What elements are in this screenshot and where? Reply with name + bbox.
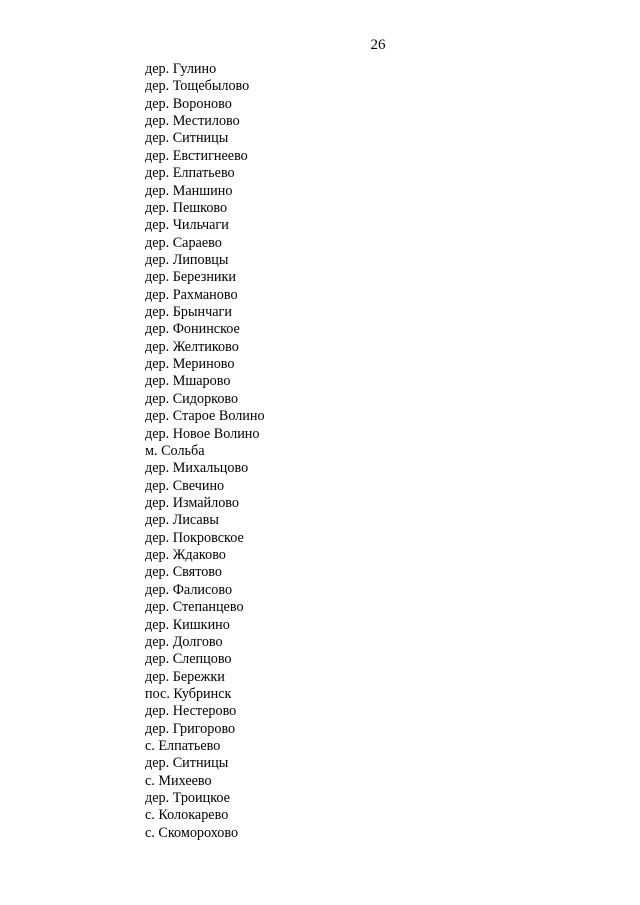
list-item: дер. Рахманово [145, 286, 238, 303]
list-item: с. Михеево [145, 772, 212, 789]
list-item: дер. Местилово [145, 113, 240, 130]
list-item: дер. Измайлово [145, 494, 239, 511]
list-item: дер. Брынчаги [145, 304, 232, 321]
list-item: дер. Кишкино [145, 616, 230, 633]
list-item: дер. Мшарово [145, 373, 231, 390]
list-item: дер. Свечино [145, 477, 225, 494]
list-item: дер. Бережки [145, 668, 225, 685]
page-number: 26 [370, 37, 386, 53]
list-item: дер. Слепцово [145, 651, 232, 668]
list-item: дер. Григорово [145, 720, 236, 737]
list-item: дер. Мериново [145, 356, 235, 373]
list-item: дер. Сараево [145, 234, 222, 251]
list-item: дер. Михальцово [145, 460, 249, 477]
list-item: дер. Желтиково [145, 338, 239, 355]
list-item: дер. Покровское [145, 529, 244, 546]
list-item: м. Сольба [145, 442, 205, 459]
list-item: дер. Сидорково [145, 390, 239, 407]
list-item: дер. Троицкое [145, 790, 230, 807]
list-item: с. Колокарево [145, 807, 229, 824]
list-item: дер. Лисавы [145, 512, 219, 529]
list-item: дер. Гулино [145, 61, 217, 77]
list-item: дер. Фалисово [145, 581, 233, 598]
list-item: дер. Нестерово [145, 703, 237, 720]
list-item: дер. Тощебылово [145, 78, 250, 95]
list-item: дер. Ждаково [145, 547, 226, 564]
list-item: с. Скоморохово [145, 824, 239, 841]
list-item: дер. Евстигнеево [145, 147, 248, 164]
list-item: дер. Чильчаги [145, 217, 229, 234]
settlement-list [145, 61, 265, 842]
list-item: дер. Старое Волино [145, 408, 265, 425]
list-item: дер. Святово [145, 564, 223, 581]
list-item: дер. Пешково [145, 199, 228, 216]
list-item: дер. Степанцево [145, 599, 244, 616]
list-item: дер. Вороново [145, 95, 232, 112]
list-item: дер. Елпатьево [145, 165, 235, 182]
list-item: дер. Ситницы [145, 130, 229, 147]
list-item: дер. Долгово [145, 633, 223, 650]
list-item: дер. Новое Волино [145, 425, 260, 442]
list-item: дер. Ситницы [145, 755, 229, 772]
list-item: дер. Маншино [145, 182, 233, 199]
list-item: дер. Березники [145, 269, 236, 286]
list-item: дер. Липовцы [145, 251, 229, 268]
list-item: пос. Кубринск [145, 685, 232, 702]
list-item: дер. Фонинское [145, 321, 240, 338]
list-item: с. Елпатьево [145, 738, 221, 755]
